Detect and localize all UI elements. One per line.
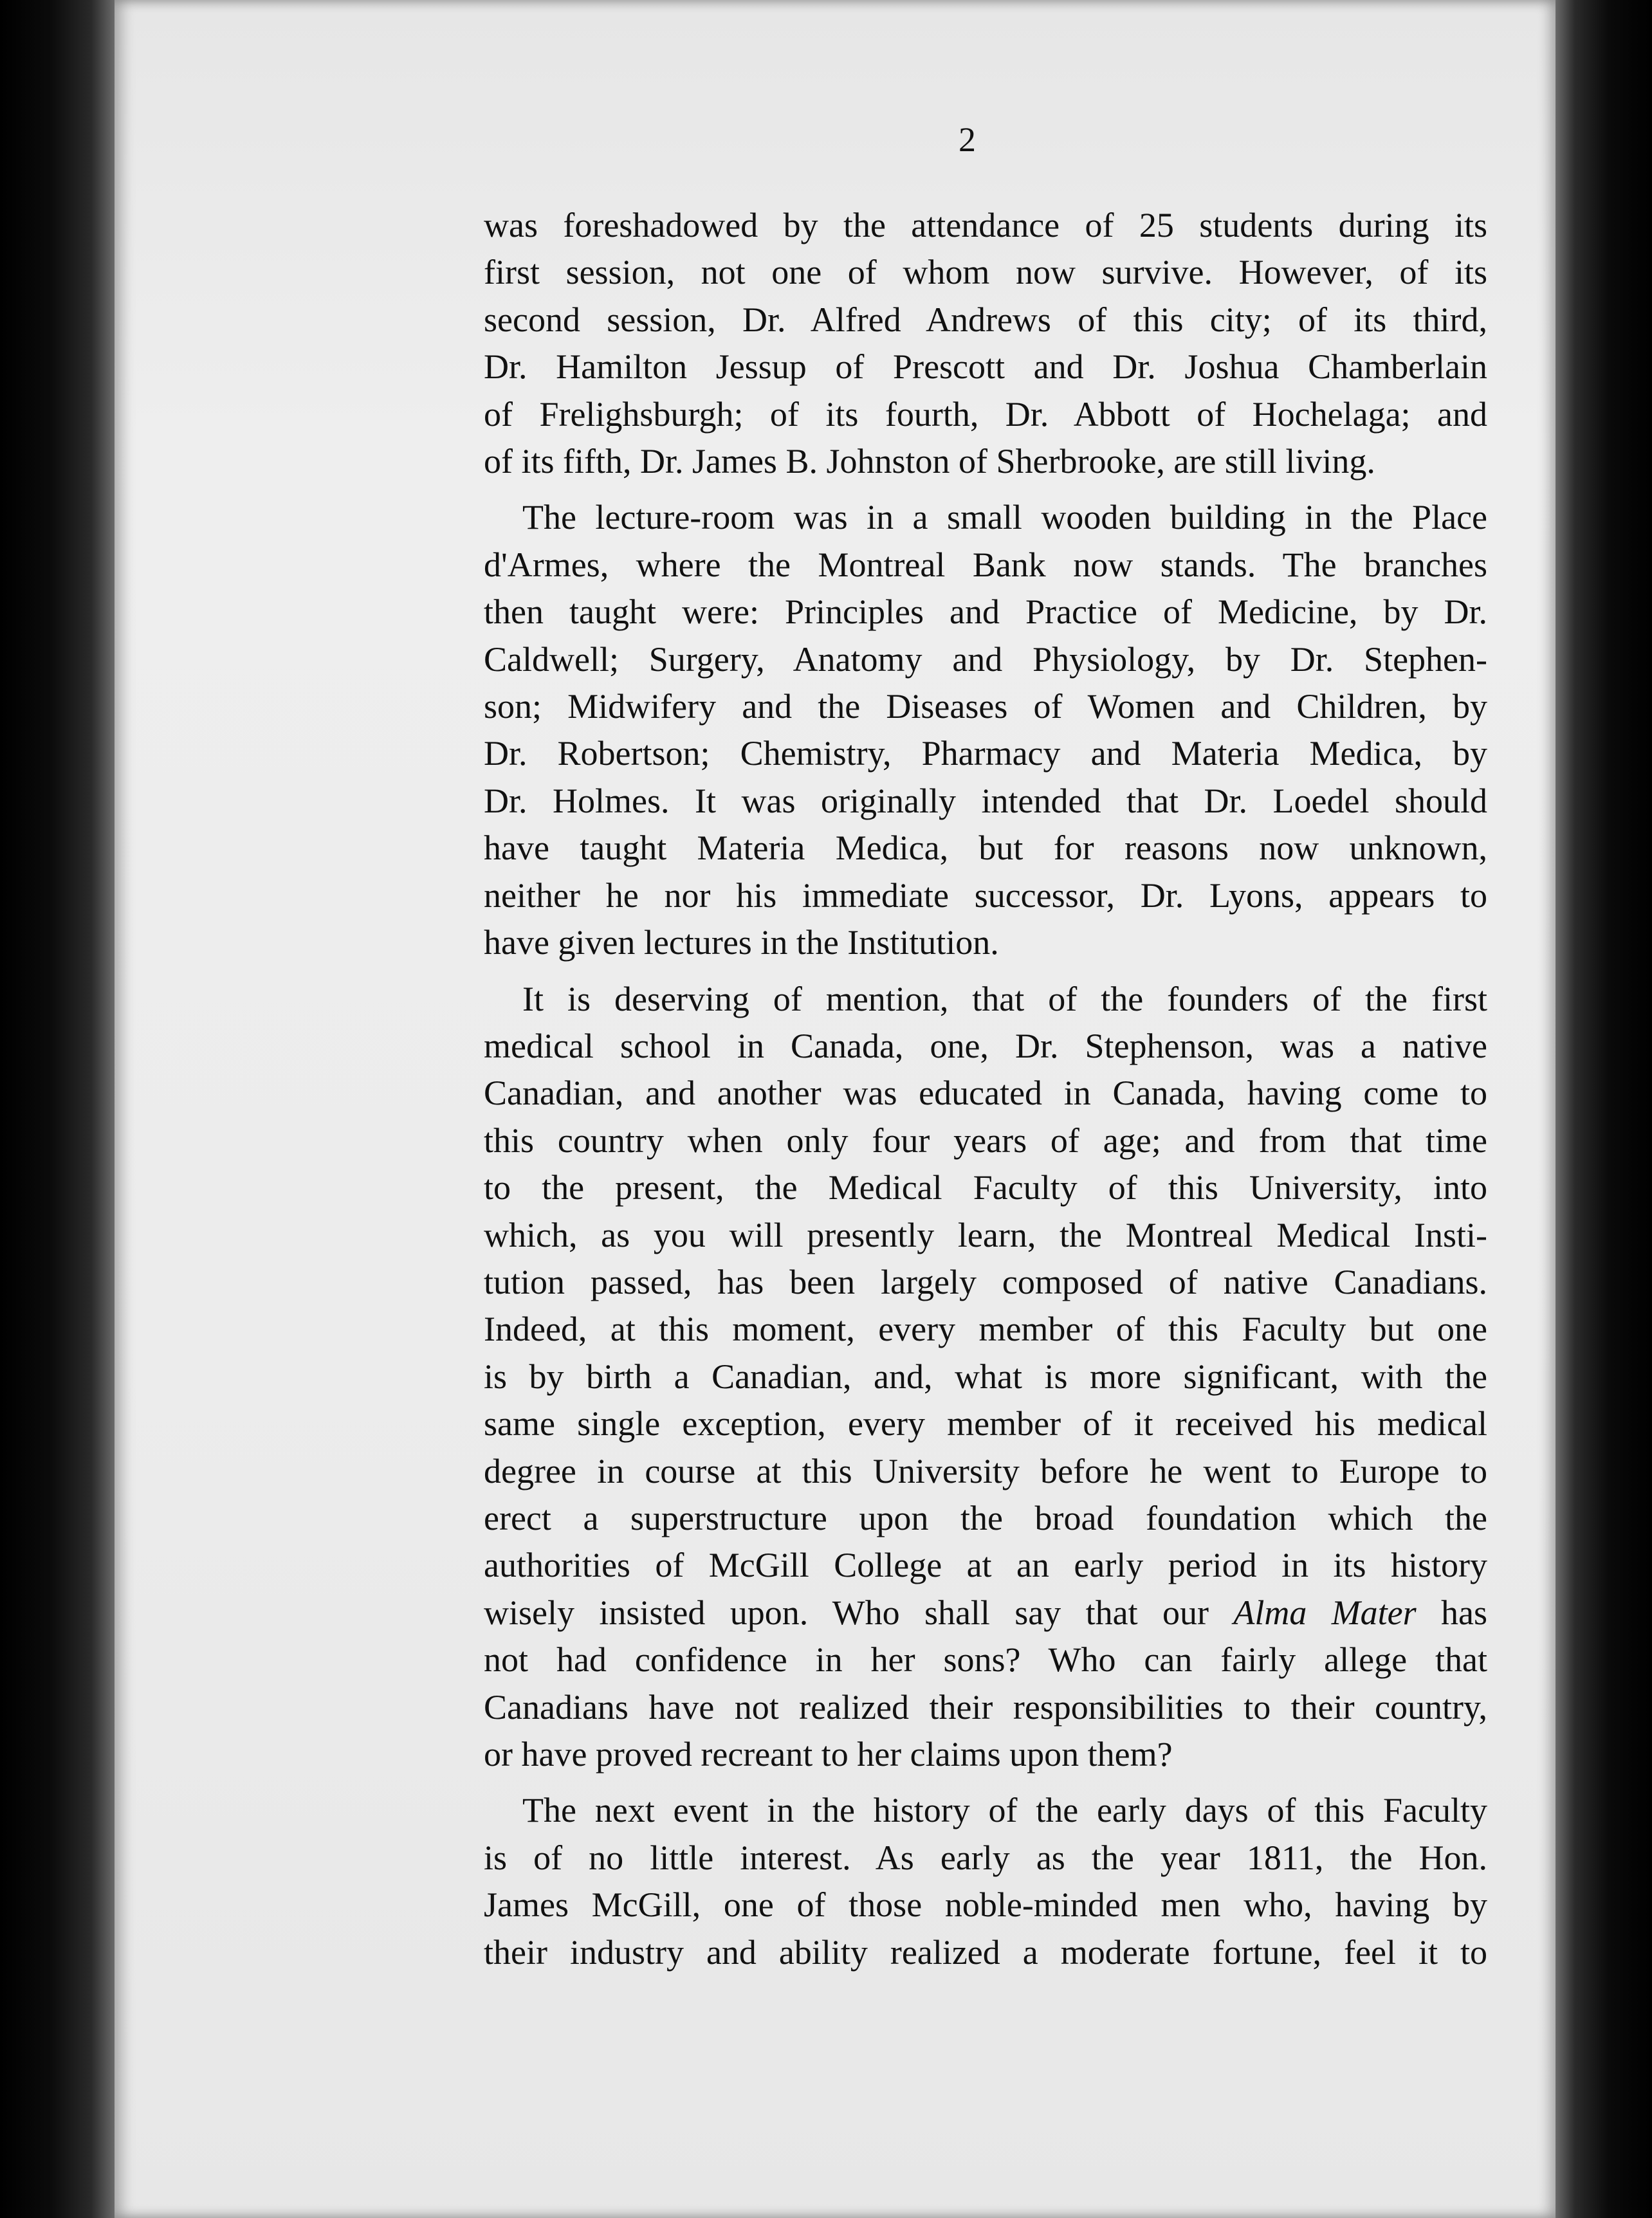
document-page <box>115 0 1556 2218</box>
text-line: Canadians have not realized their responsibilities to their country, <box>484 1687 1487 1727</box>
text-line: to the present, the Medical Faculty of this University, into <box>484 1168 1487 1207</box>
text-line: not had confidence in her sons? Who can fairly allege that <box>484 1640 1487 1680</box>
text-segment: wisely insisted upon. Who shall say that our <box>484 1593 1209 1632</box>
text-line: The lecture-room was in a small wooden building in the Place <box>522 498 1487 537</box>
text-line: or have proved recreant to her claims upon them? <box>484 1735 1173 1773</box>
text-line: is of no little interest. As early as the year 1811, the Hon. <box>484 1838 1487 1877</box>
text-line: Dr. Hamilton Jessup of Prescott and Dr. Joshua Chamberlain <box>484 347 1487 387</box>
text-line: erect a superstructure upon the broad foundation which the <box>484 1498 1487 1537</box>
text-line: d'Armes, where the Montreal Bank now stands. The branches <box>484 545 1487 584</box>
text-line: authorities of McGill College at an early period in its history <box>484 1546 1487 1585</box>
text-line: same single exception, every member of it received his medical <box>484 1404 1487 1444</box>
text-line: The next event in the history of the early days of this Faculty <box>522 1791 1487 1830</box>
text-line-with-italic <box>484 1590 1487 1636</box>
page-number: 2 <box>959 120 976 159</box>
page-text <box>484 202 1487 1976</box>
text-line: Dr. Robertson; Chemistry, Pharmacy and Materia Medica, by <box>484 734 1487 773</box>
scan-left-margin <box>0 0 115 2218</box>
text-line: Indeed, at this moment, every member of this Faculty but one <box>484 1310 1487 1349</box>
text-line: first session, not one of whom now survive. However, of its <box>484 253 1487 292</box>
text-line: have given lectures in the Institution. <box>484 923 999 962</box>
text-line: which, as you will presently learn, the Montreal Medical Insti- <box>484 1215 1487 1254</box>
text-line: was foreshadowed by the attendance of 25 students during its <box>484 206 1487 244</box>
text-line: is by birth a Canadian, and, what is more significant, with the <box>484 1357 1487 1396</box>
text-line: Canadian, and another was educated in Canada, having come to <box>484 1074 1487 1113</box>
italic-phrase: Alma Mater <box>1233 1593 1417 1632</box>
text-line: son; Midwifery and the Diseases of Women and Children, by <box>484 687 1487 726</box>
text-line: It is deserving of mention, that of the founders of the first <box>522 979 1487 1018</box>
text-line: have taught Materia Medica, but for reasons now unknown, <box>484 829 1487 868</box>
text-line: then taught were: Principles and Practice of Medicine, by Dr. <box>484 592 1487 632</box>
text-line: Caldwell; Surgery, Anatomy and Physiology, by Dr. Stephen- <box>484 639 1487 679</box>
text-line: of its fifth, Dr. James B. Johnston of Sherbrooke, are still living. <box>484 442 1375 481</box>
text-line: medical school in Canada, one, Dr. Stephenson, was a native <box>484 1026 1487 1065</box>
text-line: James McGill, one of those noble-minded men who, having by <box>484 1885 1487 1925</box>
text-line: tution passed, has been largely composed of native Canadians. <box>484 1262 1487 1301</box>
text-line: Dr. Holmes. It was originally intended that Dr. Loedel should <box>484 781 1487 820</box>
text-line: second session, Dr. Alfred Andrews of this city; of its third, <box>484 300 1487 339</box>
text-line: degree in course at this University before he went to Europe to <box>484 1451 1487 1490</box>
text-line: of Frelighsburgh; of its fourth, Dr. Abbott of Hochelaga; and <box>484 394 1487 434</box>
scan-right-margin <box>1556 0 1652 2218</box>
text-segment: has <box>1441 1593 1488 1632</box>
text-line: neither he nor his immediate successor, Dr. Lyons, appears to <box>484 875 1487 915</box>
text-line: this country when only four years of age; and from that time <box>484 1121 1487 1160</box>
text-line: their industry and ability realized a moderate fortune, feel it to <box>484 1932 1487 1972</box>
